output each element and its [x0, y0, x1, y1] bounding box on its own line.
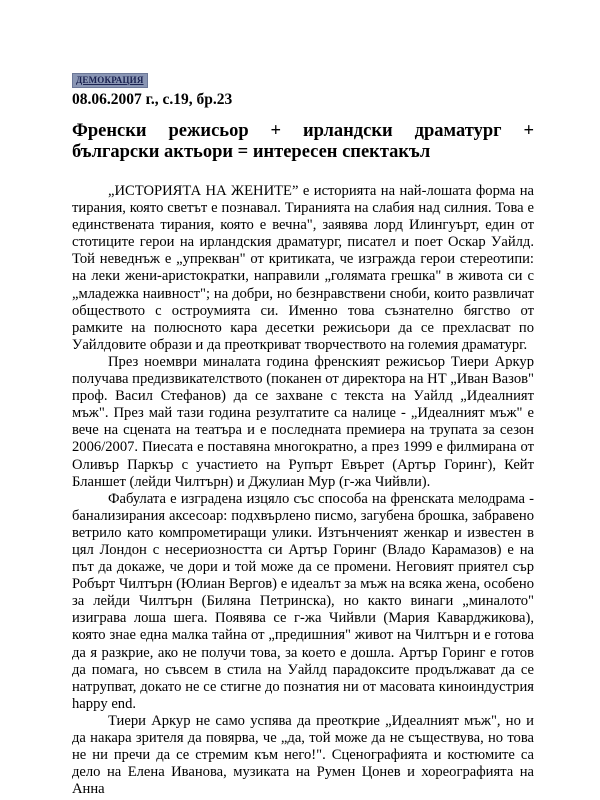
source-badge[interactable]: ДЕМОКРАЦИЯ [72, 73, 148, 88]
article-body [72, 183, 534, 798]
paragraph: През ноември миналата година френският режисьор Тиери Аркур получава предизвикателството (поканен от директора на НТ „Иван Вазов" проф. Васил Стефанов) да се захване с текста на Уайлд „Идеалният мъж". През май тази година резултатите са налице - „Идеалният мъж" е вече на сцената на театъра и е последната премиера на трупата за сезон 2006/2007. Пиесата е поставяна многократно, а през 1999 е филмирана от Оливър Паркър с участието на Рупърт Евърет (Артър Горинг), Кейт Бланшет (лейди Чилтърн) и Джулиан Мур (г-жа Чийвли). [72, 353, 534, 490]
dateline: 08.06.2007 г., с.19, бр.23 [72, 91, 233, 108]
paragraph: Фабулата е изградена изцяло със способа на френската мелодрама - банализирания аксесоар: подхвърлено писмо, загубена брошка, забравено ветрило като компрометиращи улики. Изтънченият женкар и известен в цял Лондон с несериозността си Артър Горинг (Владо Карамазов) е на път да докаже, че дори и той може да се промени. Неговият приятел сър Робърт Чилтърн (Юлиан Вергов) е идеалът за мъж на всяка жена, особено за лейди Чилтърн (Биляна Петринска), но както винаги „миналото" изиграва лоша шега. Появява се г-жа Чийвли (Мария Каварджикова), която знае една малка тайна от „предишния" живот на Чилтърн и е готова да я разкрие, ако не получи това, за което е дошла. Артър Горинг е готов да помага, но съвсем в стила на Уайлд парадоксите продължават да се натрупват, докато не се стигне до познатия ни от масовата киноиндустрия happy end. [72, 490, 534, 712]
article-headline: Френски режисьор + ирландски драматург + български актьори = интересен спектакъл [72, 121, 534, 162]
paragraph: „ИСТОРИЯТА НА ЖЕНИТЕ” е историята на най-лошата форма на тирания, която светът е познавал. Тиранията на слабия над силния. Това е единствената тирания, която е вечна", заявява лорд Илингуърт, един от стотиците герои на ирландския драматург, писател и поет Оскар Уайлд. Той неведнъж е „упрекван" от критиката, че изгражда герои стереотипи: на леки жени-аристократки, направили „голямата грешка" в живота си с „младежка наивност"; на добри, но безнравствени сноби, които развличат обществото с остроумията си. Именно това съзнателно бягство от рамките на полюсното кара десетки режисьори да се прехласват по Уайлдовите образи и да преоткриват творчеството на големия драматург. [72, 183, 534, 353]
paragraph: Тиери Аркур не само успява да преоткрие „Идеалният мъж", но и да накара зрителя да повярва, че „да, той може да не съществува, но това не ни пречи да се стремим към него!". Сценографията и костюмите са дело на Елена Иванова, музиката на Румен Цонев и хореографията на Анна [72, 712, 534, 798]
